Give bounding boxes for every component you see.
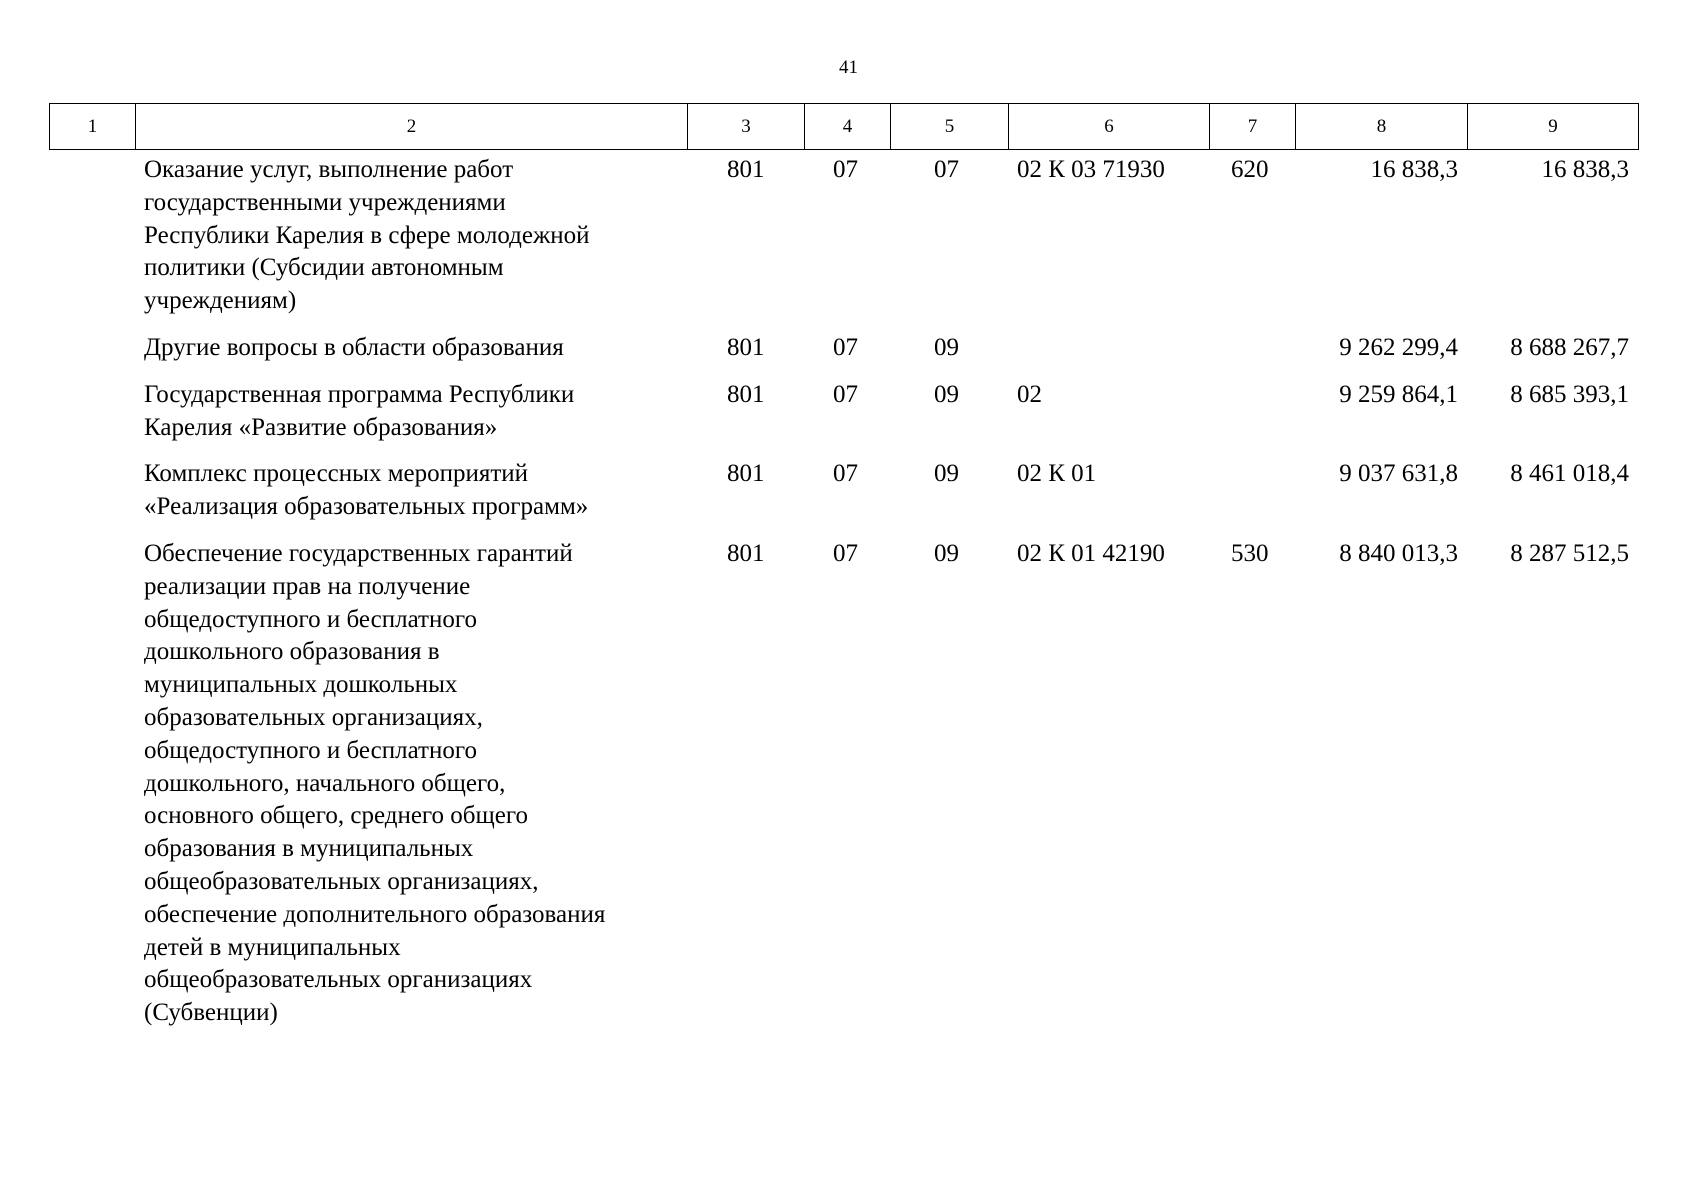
cell-rz: 07 bbox=[833, 156, 858, 183]
name-line: Карелия «Развитие образования» bbox=[144, 413, 498, 441]
cell-sum-2: 8 461 018,4 bbox=[1510, 460, 1629, 488]
cell-sum-1: 9 037 631,8 bbox=[1339, 460, 1458, 488]
name-line: детей в муниципальных bbox=[144, 933, 401, 961]
cell-sum-1: 8 840 013,3 bbox=[1339, 539, 1458, 567]
name-line: муниципальных дошкольных bbox=[144, 671, 458, 699]
table-row bbox=[49, 458, 1638, 538]
cell-pr: 09 bbox=[934, 539, 959, 567]
cell-vr bbox=[1209, 379, 1295, 459]
name-line: Республики Карелия в сфере молодежной bbox=[144, 221, 590, 249]
name-line: реализации прав на получение bbox=[144, 572, 471, 600]
column-header: 2 bbox=[136, 104, 688, 150]
name-line: образовательных организациях, bbox=[144, 703, 483, 731]
cell-name bbox=[135, 154, 687, 332]
cell-csr bbox=[1008, 332, 1209, 379]
header-row bbox=[50, 104, 1639, 150]
cell-name bbox=[135, 538, 687, 1044]
cell-sum-1: 9 262 299,4 bbox=[1339, 333, 1458, 361]
column-header: 4 bbox=[805, 104, 891, 150]
name-line: политики (Субсидии автономным bbox=[144, 254, 504, 282]
cell-sum-2: 8 287 512,5 bbox=[1510, 539, 1629, 567]
cell-vr: 620 bbox=[1231, 156, 1269, 183]
cell-pr: 09 bbox=[934, 333, 959, 361]
cell-pr: 09 bbox=[934, 460, 959, 488]
cell-col1 bbox=[49, 458, 135, 538]
cell-pr: 09 bbox=[934, 380, 959, 408]
name-line: дошкольного, начального общего, bbox=[144, 769, 506, 797]
name-line: дошкольного образования в bbox=[144, 638, 440, 666]
column-header: 1 bbox=[50, 104, 136, 150]
cell-csr: 02 bbox=[1017, 380, 1042, 408]
cell-rz: 07 bbox=[833, 380, 858, 408]
cell-grbs: 801 bbox=[727, 156, 765, 183]
name-line: общеобразовательных организациях, bbox=[144, 867, 539, 895]
name-line: образования в муниципальных bbox=[144, 835, 474, 863]
cell-rz: 07 bbox=[833, 539, 858, 567]
cell-sum-1: 16 838,3 bbox=[1370, 156, 1458, 183]
cell-vr bbox=[1209, 332, 1295, 379]
name-line: Комплекс процессных мероприятий bbox=[144, 460, 529, 488]
name-line: Другие вопросы в области образования bbox=[144, 333, 564, 361]
cell-vr: 530 bbox=[1231, 539, 1269, 567]
table-row bbox=[49, 379, 1638, 459]
cell-vr bbox=[1209, 458, 1295, 538]
cell-sum-2: 16 838,3 bbox=[1541, 156, 1629, 183]
cell-sum-2: 8 688 267,7 bbox=[1510, 333, 1629, 361]
cell-sum-1: 9 259 864,1 bbox=[1339, 380, 1458, 408]
page-number: 41 bbox=[839, 57, 858, 78]
name-line: Государственная программа Республики bbox=[144, 380, 575, 408]
name-line: основного общего, среднего общего bbox=[144, 802, 528, 830]
cell-name bbox=[135, 332, 687, 379]
cell-rz: 07 bbox=[833, 460, 858, 488]
name-line: Обеспечение государственных гарантий bbox=[144, 539, 573, 567]
cell-grbs: 801 bbox=[727, 380, 765, 408]
name-line: «Реализация образовательных программ» bbox=[144, 493, 589, 521]
name-line: обеспечение дополнительного образования bbox=[144, 900, 606, 928]
column-header: 6 bbox=[1009, 104, 1210, 150]
table-row bbox=[49, 154, 1638, 332]
name-line: общедоступного и бесплатного bbox=[144, 736, 477, 764]
table-body bbox=[49, 154, 1638, 1044]
name-line: общедоступного и бесплатного bbox=[144, 605, 477, 633]
cell-csr: 02 К 01 42190 bbox=[1017, 539, 1165, 567]
column-header: 5 bbox=[891, 104, 1009, 150]
cell-csr: 02 К 01 bbox=[1017, 460, 1097, 488]
cell-col1 bbox=[49, 154, 135, 332]
cell-rz: 07 bbox=[833, 333, 858, 361]
column-header: 9 bbox=[1468, 104, 1639, 150]
cell-name bbox=[135, 379, 687, 459]
cell-grbs: 801 bbox=[727, 539, 765, 567]
name-line: общеобразовательных организациях bbox=[144, 966, 533, 994]
table-row bbox=[49, 538, 1638, 1044]
column-header: 7 bbox=[1210, 104, 1296, 150]
table-header bbox=[49, 103, 1639, 150]
cell-col1 bbox=[49, 379, 135, 459]
cell-col1 bbox=[49, 332, 135, 379]
cell-pr: 07 bbox=[934, 156, 959, 183]
cell-sum-2: 8 685 393,1 bbox=[1510, 380, 1629, 408]
cell-grbs: 801 bbox=[727, 333, 765, 361]
cell-name bbox=[135, 458, 687, 538]
table-row bbox=[49, 332, 1638, 379]
column-header: 8 bbox=[1296, 104, 1468, 150]
name-line: Оказание услуг, выполнение работ bbox=[144, 156, 514, 183]
cell-col1 bbox=[49, 538, 135, 1044]
column-header: 3 bbox=[688, 104, 805, 150]
name-line: государственными учреждениями bbox=[144, 188, 506, 216]
cell-grbs: 801 bbox=[727, 460, 765, 488]
cell-csr: 02 К 03 71930 bbox=[1017, 156, 1165, 183]
name-line: учреждениям) bbox=[144, 287, 297, 315]
name-line: (Субвенции) bbox=[144, 999, 278, 1027]
